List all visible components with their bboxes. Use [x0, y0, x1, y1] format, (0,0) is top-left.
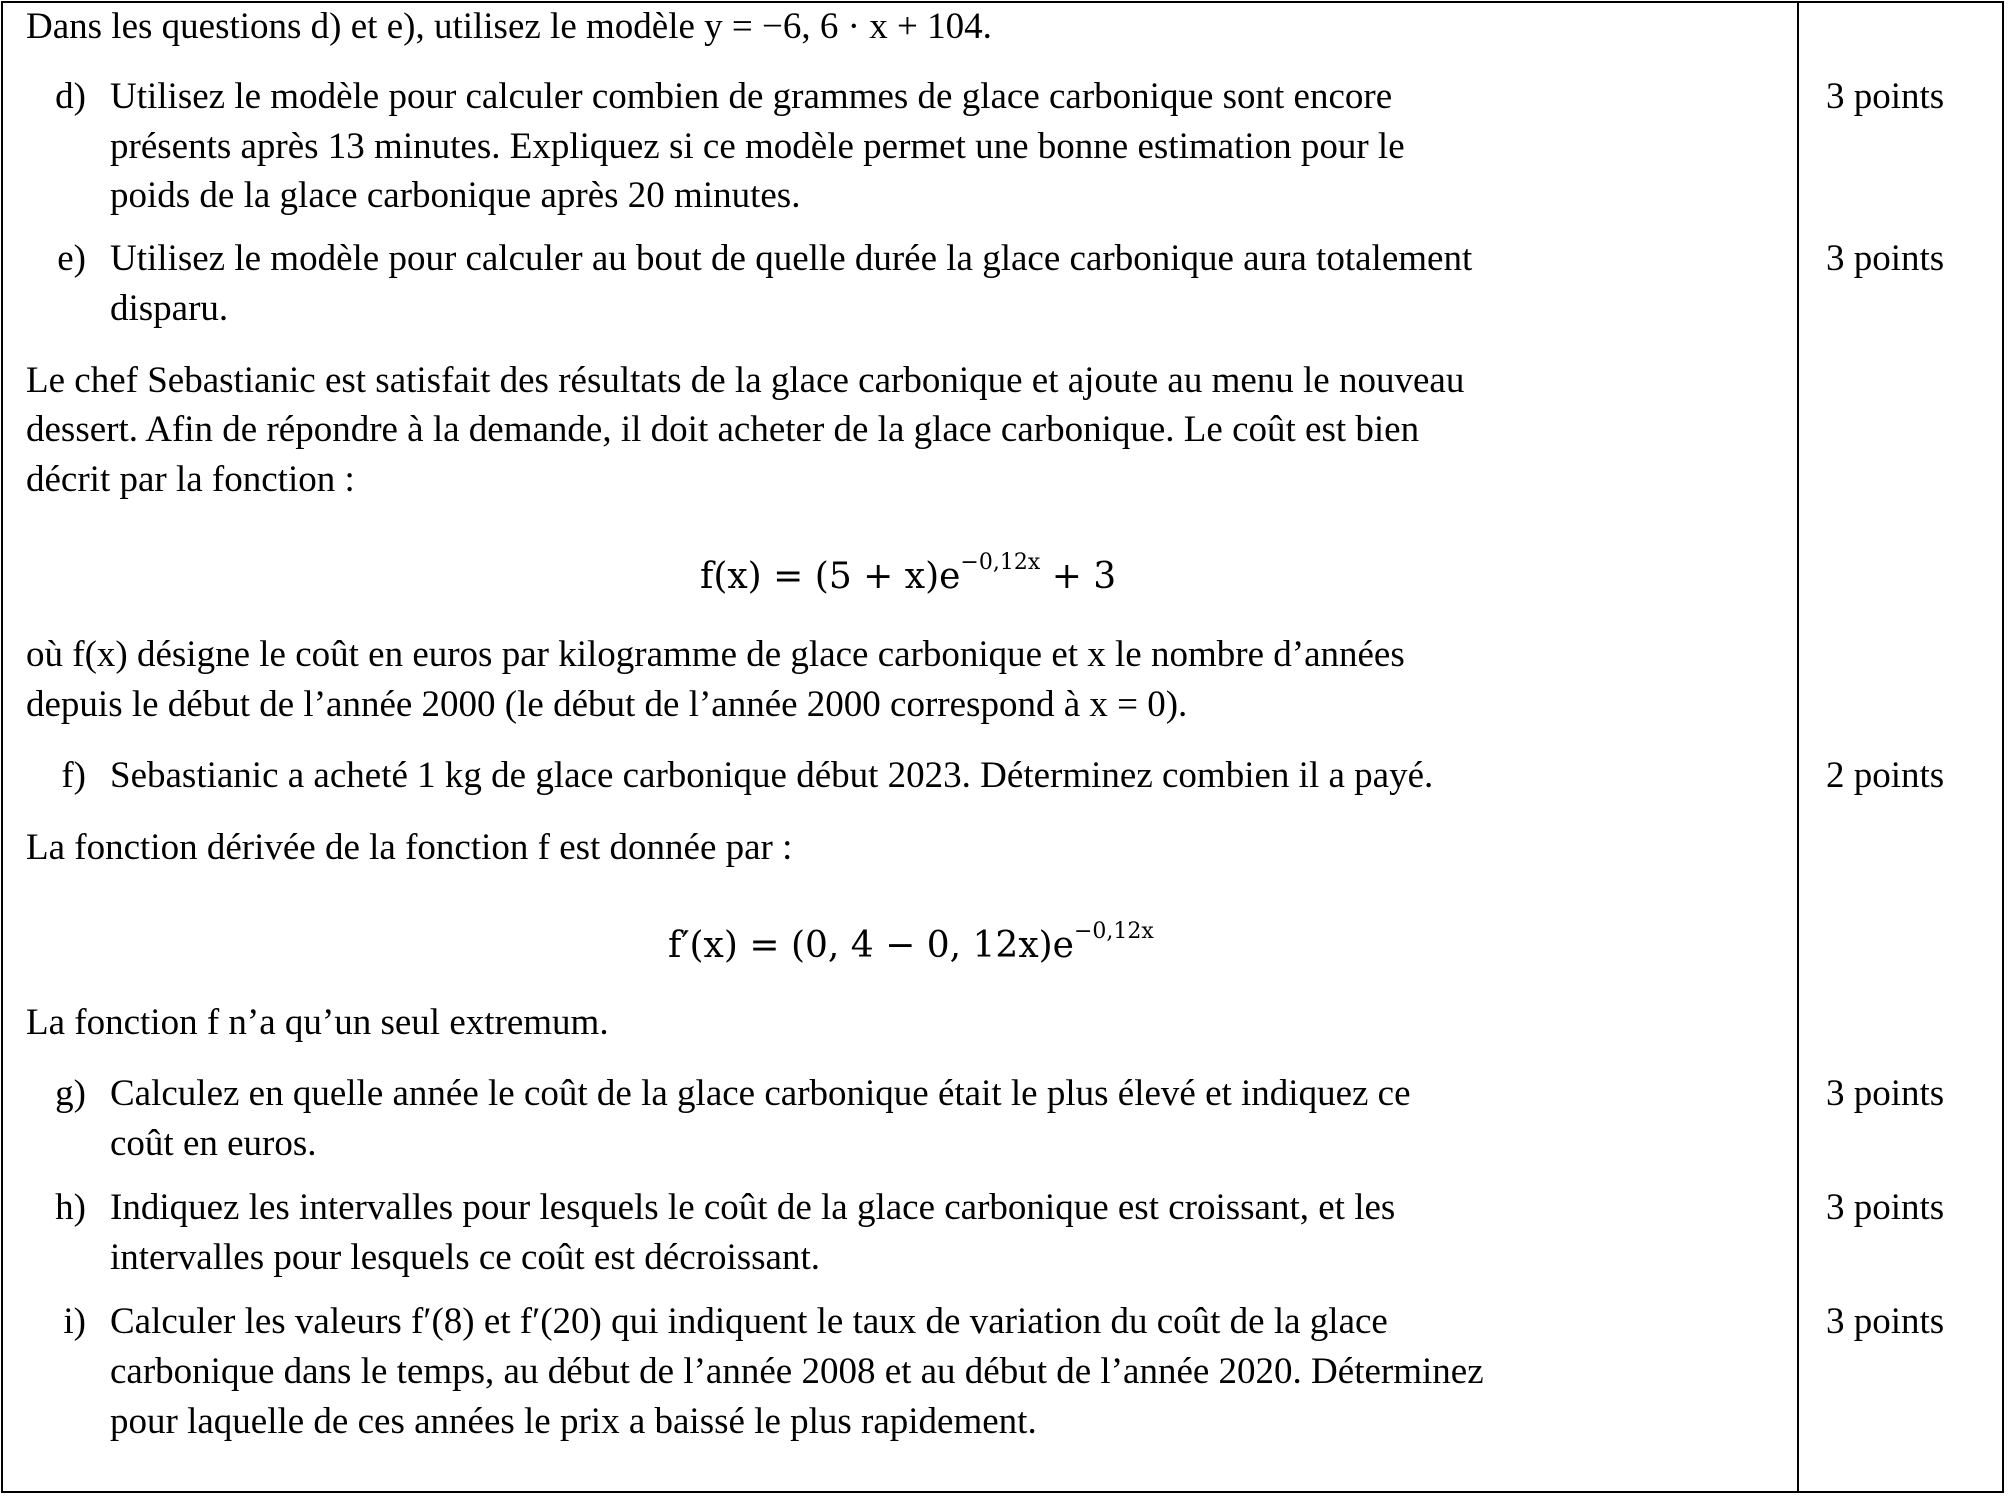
question-d-line-2: présents après 13 minutes. Expliquez si ce modèle permet une bonne estimation pour le — [110, 126, 1405, 167]
paragraph-3: La fonction dérivée de la fonction f est donnée par : — [26, 827, 793, 868]
question-d-label: d) — [55, 76, 86, 117]
question-f-line-1: Sebastianic a acheté 1 kg de glace carbonique début 2023. Déterminez combien il a payé. — [110, 755, 1434, 796]
question-d-line-1: Utilisez le modèle pour calculer combien de grammes de glace carbonique sont encore — [110, 76, 1393, 117]
question-i-line-3: pour laquelle de ces années le prix a baissé le plus rapidement. — [110, 1401, 1037, 1442]
formula-f-exponent: −0,12x — [960, 550, 1041, 575]
question-i-line-1: Calculer les valeurs f′(8) et f′(20) qui indiquent le taux de variation du coût de la glace — [110, 1301, 1388, 1342]
question-e-label: e) — [57, 238, 86, 279]
intro-line: Dans les questions d) et e), utilisez le modèle y = −6, 6 · x + 104. — [26, 6, 992, 47]
formula-f-prime-main: f′(x) = (0, 4 − 0, 12x)e — [668, 925, 1074, 966]
paragraph-1-line-1: Le chef Sebastianic est satisfait des résultats de la glace carbonique et ajoute au menu le nouveau — [26, 360, 1465, 401]
formula-f-prime-exponent: −0,12x — [1073, 919, 1154, 944]
question-e-line-2: disparu. — [110, 288, 229, 329]
formula-f-main: f(x) = (5 + x)e — [700, 556, 961, 597]
question-i-line-2: carbonique dans le temps, au début de l’année 2008 et au début de l’année 2020. Déterminez — [110, 1351, 1484, 1392]
question-h-points: 3 points — [1826, 1187, 1945, 1228]
question-h-line-1: Indiquez les intervalles pour lesquels le coût de la glace carbonique est croissant, et les — [110, 1187, 1396, 1228]
question-e-points: 3 points — [1826, 238, 1945, 279]
paragraph-1-line-2: dessert. Afin de répondre à la demande, il doit acheter de la glace carbonique. Le coût est bien — [26, 409, 1420, 450]
question-h-label: h) — [55, 1187, 86, 1228]
formula-f — [700, 550, 1117, 597]
question-g-points: 3 points — [1826, 1073, 1945, 1114]
paragraph-1-line-3: décrit par la fonction : — [26, 459, 355, 500]
question-f-points: 2 points — [1826, 755, 1945, 796]
formula-f-prime — [668, 919, 1154, 966]
question-g-line-2: coût en euros. — [110, 1123, 317, 1164]
question-d-points: 3 points — [1826, 76, 1945, 117]
question-g-line-1: Calculez en quelle année le coût de la glace carbonique était le plus élevé et indiquez ce — [110, 1073, 1411, 1114]
paragraph-2-line-1: où f(x) désigne le coût en euros par kilogramme de glace carbonique et x le nombre d’années — [26, 634, 1405, 675]
question-e-line-1: Utilisez le modèle pour calculer au bout de quelle durée la glace carbonique aura totalement — [110, 238, 1473, 279]
paragraph-2-line-2: depuis le début de l’année 2000 (le début de l’année 2000 correspond à x = 0). — [26, 684, 1188, 725]
question-g-label: g) — [55, 1073, 86, 1114]
question-d-line-3: poids de la glace carbonique après 20 minutes. — [110, 175, 801, 216]
points-column-divider — [1797, 1, 1799, 1493]
question-h-line-2: intervalles pour lesquels ce coût est décroissant. — [110, 1237, 820, 1278]
formula-f-tail: + 3 — [1040, 556, 1117, 597]
question-i-label: i) — [63, 1301, 86, 1342]
paragraph-4: La fonction f n’a qu’un seul extremum. — [26, 1002, 609, 1043]
question-f-label: f) — [61, 755, 86, 796]
question-i-points: 3 points — [1826, 1301, 1945, 1342]
